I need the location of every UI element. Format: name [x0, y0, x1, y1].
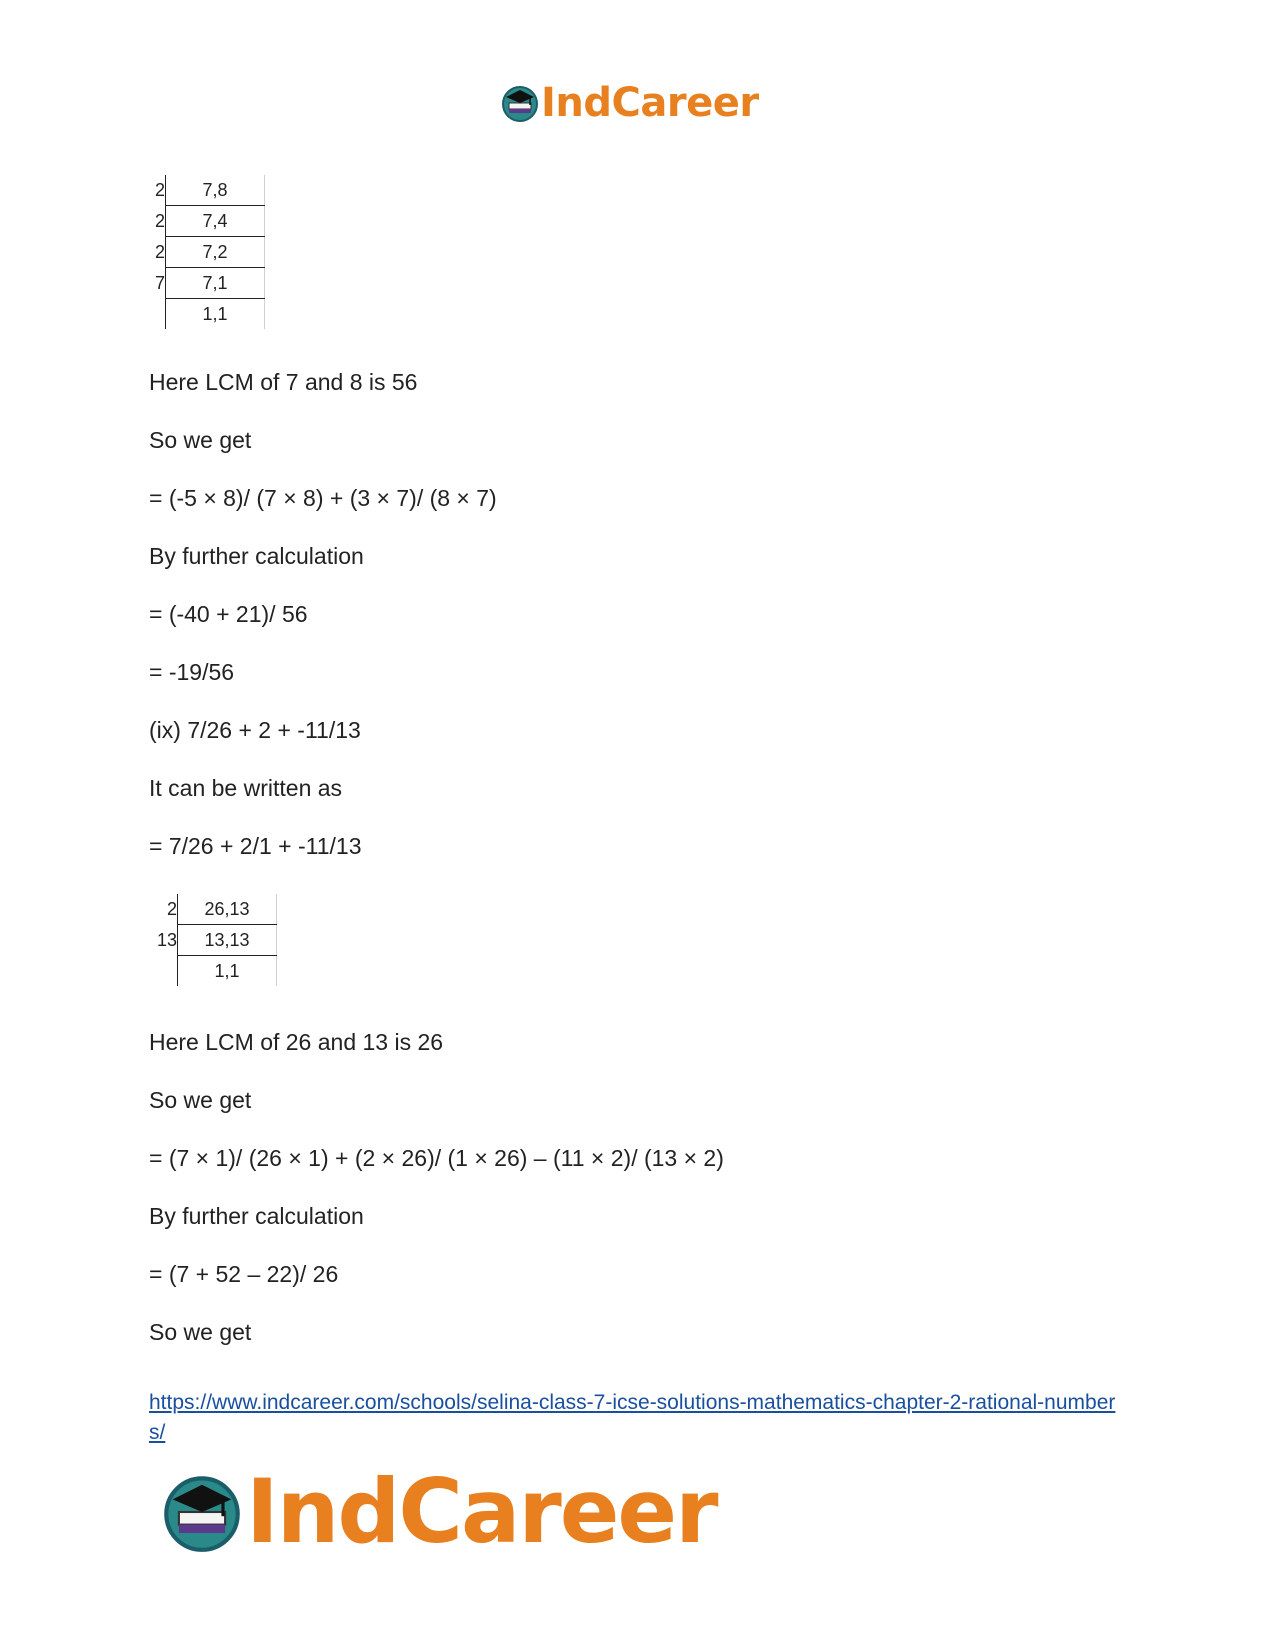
text-line: So we get: [149, 427, 252, 453]
dividend-cell: 7,1: [166, 268, 265, 299]
divisor-cell: 2: [151, 206, 166, 237]
dividend-cell: 1,1: [178, 956, 277, 987]
divisor-cell: 2: [151, 175, 166, 206]
text-line: = (-5 × 8)/ (7 × 8) + (3 × 7)/ (8 × 7): [149, 485, 497, 511]
division-table-1: [151, 175, 265, 329]
table-row: [151, 206, 265, 237]
divisor-cell: [151, 956, 178, 987]
text-line: (ix) 7/26 + 2 + -11/13: [149, 717, 361, 743]
divisor-cell: 7: [151, 268, 166, 299]
table-row: [151, 894, 277, 925]
source-link[interactable]: https://www.indcareer.com/schools/selina-class-7-icse-solutions-mathematics-chapter-2-rational-numbers/: [149, 1391, 1116, 1444]
table-row: [151, 268, 265, 299]
text-line: By further calculation: [149, 543, 364, 569]
dividend-cell: 7,8: [166, 175, 265, 206]
text-line: So we get: [149, 1087, 252, 1113]
graduation-cap-book-globe-icon: [160, 1470, 244, 1554]
text-line: = (7 × 1)/ (26 × 1) + (2 × 26)/ (1 × 26) – (11 × 2)/ (13 × 2): [149, 1145, 724, 1171]
divisor-cell: 2: [151, 894, 178, 925]
text-line: = (-40 + 21)/ 56: [149, 601, 308, 627]
dividend-cell: 7,4: [166, 206, 265, 237]
table-row: [151, 175, 265, 206]
dividend-cell: 26,13: [178, 894, 277, 925]
logo-text: IndCareer: [246, 1460, 717, 1563]
text-line: = -19/56: [149, 659, 235, 685]
text-line: So we get: [149, 1319, 252, 1345]
dividend-cell: 1,1: [166, 299, 265, 330]
divisor-cell: [151, 299, 166, 330]
division-table-2: [151, 894, 277, 986]
logo-text: IndCareer: [541, 80, 759, 126]
table-row: [151, 956, 277, 987]
footer-logo: [160, 1460, 717, 1563]
text-line: Here LCM of 7 and 8 is 56: [149, 369, 418, 395]
text-line: Here LCM of 26 and 13 is 26: [149, 1029, 444, 1055]
text-line: It can be written as: [149, 775, 343, 801]
divisor-cell: 13: [151, 925, 178, 956]
dividend-cell: 13,13: [178, 925, 277, 956]
divisor-cell: 2: [151, 237, 166, 268]
text-line: By further calculation: [149, 1203, 364, 1229]
table-row: [151, 925, 277, 956]
dividend-cell: 7,2: [166, 237, 265, 268]
table-row: [151, 299, 265, 330]
header-logo: [500, 80, 759, 126]
text-line: = (7 + 52 – 22)/ 26: [149, 1261, 339, 1287]
table-row: [151, 237, 265, 268]
graduation-cap-book-globe-icon: [500, 83, 540, 123]
text-line: = 7/26 + 2/1 + -11/13: [149, 833, 362, 859]
